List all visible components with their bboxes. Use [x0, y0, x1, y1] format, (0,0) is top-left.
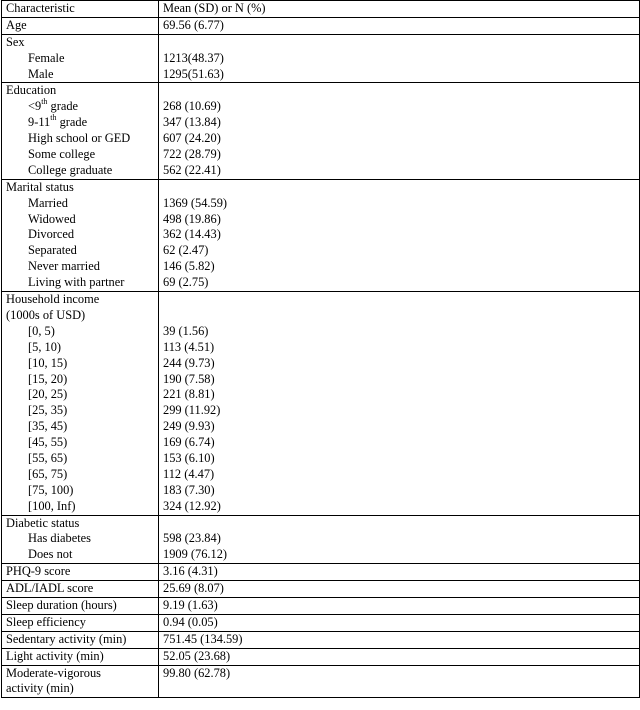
value: 0.94 (0.05): [163, 614, 218, 629]
table-row: [2, 597, 640, 614]
value: 9.19 (1.63): [163, 597, 218, 612]
characteristic-cell: [2, 597, 159, 614]
characteristic-cell: [2, 648, 159, 665]
characteristic-label: Diabetic status: [6, 515, 80, 530]
value: 3.16 (4.31): [163, 564, 218, 579]
characteristic-label: Sleep efficiency: [6, 614, 86, 629]
characteristic-cell: [2, 34, 159, 83]
subcategory-value: 169 (6.74): [163, 435, 215, 450]
value-spacer: [163, 83, 635, 99]
table-row: [2, 665, 640, 698]
value-cell: [159, 34, 640, 83]
characteristic-label: ADL/IADL score: [6, 581, 94, 596]
subcategory-label: [100, Inf): [28, 498, 76, 513]
subcategory-label: [65, 75): [28, 466, 68, 481]
table-row: [2, 614, 640, 631]
value-spacer: [163, 308, 635, 324]
characteristic-label: Marital status: [6, 179, 74, 194]
characteristic-label: Light activity (min): [6, 648, 104, 663]
value-cell: [159, 515, 640, 564]
subcategory-label: <9th grade: [28, 97, 79, 114]
characteristic-label: Age: [6, 17, 27, 32]
superscript: th: [50, 113, 57, 123]
header-mean-sd: Mean (SD) or N (%): [159, 1, 640, 18]
subcategory-label: [10, 15): [28, 355, 68, 370]
subcategory-label: [35, 45): [28, 419, 68, 434]
value-spacer: [163, 180, 635, 196]
characteristic-label: Sleep duration (hours): [6, 597, 117, 612]
subcategory-label: [0, 5): [28, 323, 55, 338]
value: 751.45 (134.59): [163, 631, 243, 646]
subcategory-label: College graduate: [28, 162, 113, 177]
characteristic-cell: [2, 614, 159, 631]
characteristic-cell: [2, 83, 159, 179]
subcategory-value: 183 (7.30): [163, 482, 215, 497]
subcategory-label: Living with partner: [28, 275, 125, 290]
value-cell: [159, 597, 640, 614]
subcategory-label: Married: [28, 195, 68, 210]
subcategory-value: 112 (4.47): [163, 466, 215, 481]
value-cell: [159, 83, 640, 179]
characteristic-label-continued: activity (min): [6, 681, 74, 696]
table-header-row: [2, 1, 640, 18]
value-cell: [159, 179, 640, 291]
characteristic-cell: [2, 581, 159, 598]
characteristic-cell: [2, 515, 159, 564]
subcategory-value: 362 (14.43): [163, 227, 221, 242]
subcategory-label: Female: [28, 50, 65, 65]
subcategory-label: High school or GED: [28, 131, 131, 146]
subcategory-value: 190 (7.58): [163, 371, 215, 386]
subcategory-label: Does not: [28, 547, 73, 562]
subcategory-value: 324 (12.92): [163, 498, 221, 513]
value-cell: [159, 564, 640, 581]
superscript: th: [41, 97, 48, 107]
table-row: [2, 631, 640, 648]
characteristic-label-continued: (1000s of USD): [6, 307, 86, 322]
table-row: [2, 83, 640, 179]
characteristic-cell: [2, 179, 159, 291]
subcategory-value: 62 (2.47): [163, 243, 209, 258]
subcategory-label: [15, 20): [28, 371, 68, 386]
characteristic-cell: [2, 665, 159, 698]
characteristic-cell: [2, 631, 159, 648]
value-cell: [159, 614, 640, 631]
characteristic-label: Household income: [6, 292, 100, 307]
subcategory-value: 562 (22.41): [163, 162, 221, 177]
characteristic-label: Sex: [6, 34, 25, 49]
table-row: [2, 648, 640, 665]
subcategory-label: Some college: [28, 147, 96, 162]
subcategory-value: 153 (6.10): [163, 450, 215, 465]
subcategory-value: 113 (4.51): [163, 339, 215, 354]
subcategory-value: 722 (28.79): [163, 147, 221, 162]
characteristic-cell: [2, 17, 159, 34]
table-row: [2, 515, 640, 564]
subcategory-value: 299 (11.92): [163, 403, 221, 418]
subcategory-label: Widowed: [28, 211, 76, 226]
subcategory-label: [5, 10): [28, 339, 62, 354]
value-spacer: [163, 292, 635, 308]
table-row: [2, 179, 640, 291]
subcategory-label: Divorced: [28, 227, 75, 242]
value: 25.69 (8.07): [163, 581, 224, 596]
characteristic-label: Moderate-vigorous: [6, 665, 101, 680]
value-cell: [159, 292, 640, 515]
subcategory-value: 498 (19.86): [163, 211, 221, 226]
subcategory-label: Male: [28, 66, 54, 81]
value-cell: [159, 665, 640, 698]
subcategory-value: 1369 (54.59): [163, 195, 228, 210]
characteristic-cell: [2, 564, 159, 581]
characteristic-label: PHQ-9 score: [6, 564, 71, 579]
value-spacer: [163, 35, 635, 51]
characteristic-label: Education: [6, 83, 57, 98]
subcategory-value: 268 (10.69): [163, 99, 221, 114]
characteristic-cell: [2, 292, 159, 515]
value: 69.56 (6.77): [163, 17, 224, 32]
table-row: [2, 34, 640, 83]
value-spacer: [163, 516, 635, 532]
value-cell: [159, 17, 640, 34]
subcategory-label: 9-11th grade: [28, 113, 88, 130]
subcategory-value: 221 (8.81): [163, 387, 215, 402]
subcategory-label: Has diabetes: [28, 531, 91, 546]
subcategory-label: [75, 100): [28, 482, 74, 497]
value: 99.80 (62.78): [163, 665, 231, 680]
table-row: [2, 17, 640, 34]
subcategory-label: Separated: [28, 243, 77, 258]
table-row: [2, 292, 640, 515]
subcategory-value: 39 (1.56): [163, 323, 209, 338]
subcategory-value: 69 (2.75): [163, 275, 209, 290]
table-row: [2, 564, 640, 581]
table-row: [2, 581, 640, 598]
value-cell: [159, 581, 640, 598]
subcategory-value: 598 (23.84): [163, 531, 221, 546]
subcategory-label: [45, 55): [28, 435, 68, 450]
subcategory-value: 607 (24.20): [163, 131, 221, 146]
subcategory-label: Never married: [28, 259, 100, 274]
subcategory-value: 1213(48.37): [163, 50, 224, 65]
subcategory-value: 146 (5.82): [163, 259, 215, 274]
subcategory-value: 347 (13.84): [163, 115, 221, 130]
header-characteristic: Characteristic: [2, 1, 159, 18]
subcategory-label: [25, 35): [28, 403, 68, 418]
subcategory-label: [55, 65): [28, 450, 68, 465]
value-cell: [159, 631, 640, 648]
value-cell: [159, 648, 640, 665]
value: 52.05 (23.68): [163, 648, 231, 663]
subcategory-label: [20, 25): [28, 387, 68, 402]
subcategory-value: 1295(51.63): [163, 66, 224, 81]
subcategory-value: 1909 (76.12): [163, 547, 228, 562]
characteristics-table: [1, 0, 640, 698]
subcategory-value: 244 (9.73): [163, 355, 215, 370]
subcategory-value: 249 (9.93): [163, 419, 215, 434]
characteristic-label: Sedentary activity (min): [6, 631, 127, 646]
